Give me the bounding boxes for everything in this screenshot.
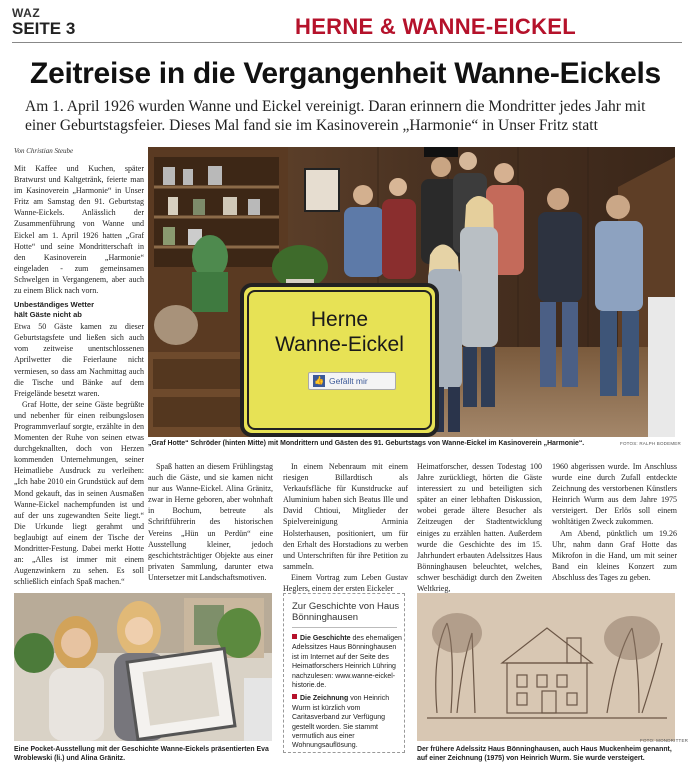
info-box [283, 593, 405, 753]
info-box-title: Zur Geschichte von Haus Bönninghausen [292, 601, 400, 623]
main-photo-credit: FOTOS: RALPH BODEMER [620, 441, 681, 446]
article-column-3 [283, 461, 408, 594]
newspaper-name: WAZ [12, 6, 41, 20]
main-photo [148, 147, 675, 437]
paragraph: Heimatforscher, dessen Todestag 100 Jahre zurückliegt, hörten die Gäste interessiert zu und beteiligten sich später an einer lebhaften Diskussion, wobei gerade ältere Besucher als Zeitzeugen der Stadtentwicklung einiges zu erzählen hatten. Außerdem wurde die Geschichte des im 15. Jahrhundert erbauten Adelssitzes Haus Bönninghausen beleuchtet, welches, schwer beschädigt durch den Zweiten Weltkrieg, [417, 462, 542, 594]
page-number: SEITE 3 [12, 19, 76, 38]
subheading-line-1: Unbeständiges Wetter [14, 300, 95, 310]
like-button-sticker [308, 372, 396, 390]
paragraph: Am Abend, pünktlich um 19.26 Uhr, nahm dann Graf Hotte das Mikrofon in die Hand, um mit seiner Band ein kleines Konzert zum Abschluss des Tages zu geben. [552, 528, 677, 582]
subheading-line-2: hält Gäste nicht ab [14, 310, 82, 320]
paragraph: In einem Nebenraum mit einem riesigen Billardtisch als Verkaufsfläche für Kunstdrucke auf Aluminium haben sich Beatus Ille und David Chtioui, Mitglieder der Spielvereinigung Arminia Holsterhausen, positioniert, um für den Erhalt des Horstadions zu werben und Unterschriften für ihre Petition zu sammeln. [283, 462, 408, 571]
drawing-graphic [417, 593, 675, 741]
paragraph: Spaß hatten an diesem Frühlingstag auch die Gäste, und sie kamen nicht nur aus Wanne-Eickel. Alina Gränitz, zwar in Herne geboren, aber wohnhaft in Bochum, betreute als Schriftführerin des historischen Vereins „Hün un Perdün“ eine Ausstellung kleiner, jedoch geschichtsträchtiger Objekte aus einer privaten Sammlung, darunter etwa Untersetzer mit Landschaftsmotiven. [148, 462, 273, 582]
byline: Von Christian Steube [14, 147, 74, 155]
section-title: HERNE & WANNE-EICKEL [295, 14, 577, 39]
main-photo-caption: „Graf Hotte“ Schröder (hinten Mitte) mit Mondrittern und Gästen des 91. Geburtstags von Wanne-Eickel im Kasinoverein „Harmonie“. [148, 440, 585, 447]
info-box-item: Die Geschichte des ehemaligen Adelssitzes Haus Bönninghausen ist im Internet auf der Seite des Heimatforschers Heinrich Lühring nachzulesen: www.wanne-eickel-historie.de. [292, 635, 402, 690]
info-box-text [292, 634, 402, 755]
sign-line-2: Wanne-Eickel [275, 333, 404, 356]
info-box-divider [292, 627, 397, 628]
red-square-bullet-icon [292, 694, 297, 699]
exhibition-photo-graphic [14, 593, 272, 741]
article-subline: Am 1. April 1926 wurden Wanne und Eickel vereinigt. Daran erinnern die Mondritter jedes Jahr mit einer Geburtstagsfeier. Dieses Mal fand sie im Kasinoverein „Harmonie“ in Unser Fritz statt [25, 98, 646, 134]
paragraph: Mit Kaffee und Kuchen, später Bratwurst und Kaltgetränk, feierte man im Kasinoverein „Harmonie“ in Unser Fritz am Samstag den 91. Geburtstag Wanne-Eickels. Anlässlich der Zusammenführung von Wanne und Eickel am 1. April 1926 hatten „Graf Hotte“ und seine Mondritterschaft in den Kasinoverein „Harmonie“ eingeladen - zum gemeinsamen Schwelgen in Vergangenem, aber auch zu einem Blick nach vorn. [14, 164, 144, 296]
info-box-item: Die Zeichnung von Heinrich Wurm ist kürzlich vom Caritasverband zur Verfügung gestellt worden. Sie stammt vermutlich aus einer Wohnungsauflösung. [292, 695, 390, 750]
article-column-1 [14, 163, 144, 587]
article-column-4 [417, 461, 542, 594]
exhibition-photo-caption: Eine Pocket-Ausstellung mit der Geschichte Wanne-Eickels präsentierten Eva Wroblewski (li.) und Alina Gränitz. [14, 746, 269, 762]
sign-line-1: Herne [310, 308, 369, 331]
drawing-photo [417, 593, 675, 741]
drawing-credit: FOTO: MONDRITTER [640, 738, 689, 743]
red-square-bullet-icon [292, 634, 297, 639]
paragraph: Etwa 50 Gäste kamen zu dieser Geburtstagsfete und ließen sich auch vom zeitweise unentschlossenen Aprilwetter die Feierlaune nicht vermiesen, so dass am Nachmittag auch die Tische und Bänke auf dem Freigelände besetzt waren. [14, 322, 144, 398]
article-column-2 [148, 461, 273, 583]
subheading [14, 300, 144, 320]
like-label: Gefällt mir [329, 376, 368, 386]
thumbs-up-icon: 👍 [314, 376, 324, 385]
main-photo-graphic [148, 147, 675, 437]
drawing-caption: Der frühere Adelssitz Haus Bönninghausen, auch Haus Muckenheim genannt, auf einer Zeichnung (1975) von Heinrich Wurm. Sie wurde versteigert. [417, 746, 672, 762]
exhibition-photo [14, 593, 272, 741]
article-column-5 [552, 461, 677, 583]
article-headline: Zeitreise in die Vergangenheit Wanne-Eickels [30, 57, 661, 90]
paragraph: Einem Vortrag zum Leben Gustav Heglers, einem der ersten Eickeler [283, 572, 408, 594]
page-header [12, 6, 682, 43]
paragraph: Graf Hotte, der seine Gäste begrüßte und nebenher für einen reibungslosen Programmverlauf sorgte, erzählte in den Momenten der Ruhe von seinen etwas durchgeknallten, doch von Herzen kommenden Unternehmungen, seiner Heimatliebe Ausdruck zu verleihen: „Ich habe 2010 ein Grundstück auf dem Mond gekauft, das in seinen Ausmaßen Wanne-Eickel nachempfunden ist und auf der uns zugewandten Seite liegt.“ Die Urkunde liegt gerahmt und beglaubigt auf einem der Tische der Mondritter-Festung. Dabei merkt Hotte an: „Alles ist immer mit einem Augenzwinkern zu sehen. Es soll schließlich einfach Spaß machen.“ [14, 399, 144, 587]
paragraph: 1960 abgerissen wurde. Im Anschluss wurde eine durch Zufall entdeckte Zeichnung des verstorbenen Künstlers Heinrich Wurm aus dem Jahre 1975 versteigert. Der Erlös soll einem wohltätigen Zweck zukommen. [552, 462, 677, 527]
